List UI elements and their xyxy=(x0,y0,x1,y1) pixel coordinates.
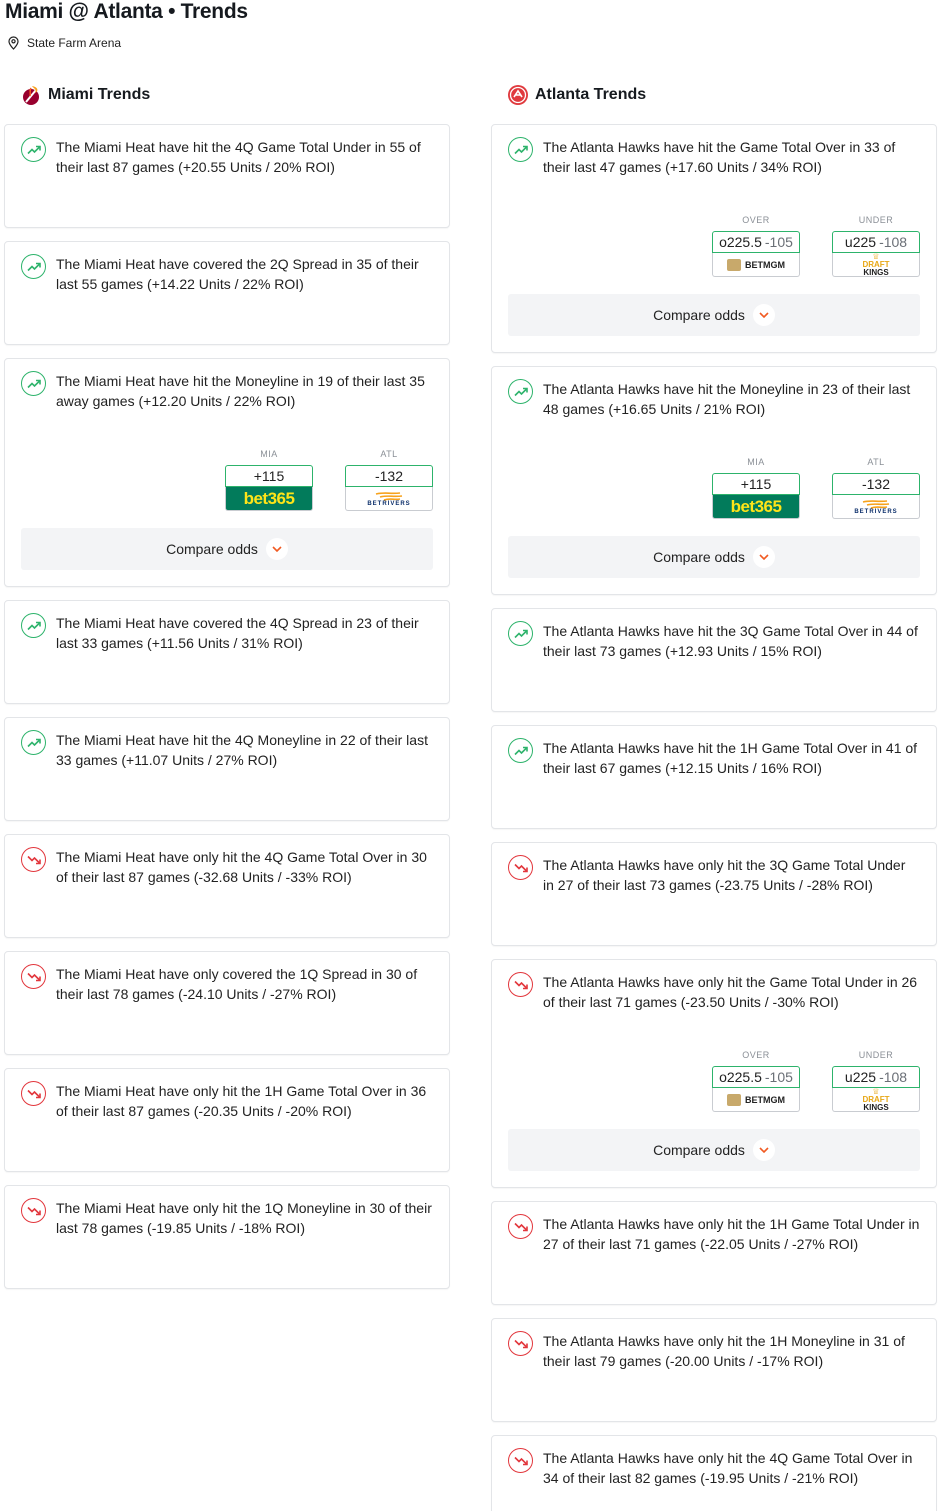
trend-row xyxy=(508,137,920,177)
trend-text: The Atlanta Hawks have only hit the Game Total Under in 26 of their last 71 games (-23.50 Units / -30% ROI) xyxy=(543,974,918,1010)
trend-card xyxy=(4,241,450,345)
chevron-down-icon xyxy=(753,304,775,326)
trend-row xyxy=(508,1331,920,1371)
miami-trends-column xyxy=(4,124,450,1289)
atlanta-trends-column xyxy=(491,124,937,1511)
compare-odds-button[interactable] xyxy=(508,294,920,336)
trend-card xyxy=(491,608,937,712)
trend-text: The Miami Heat have only covered the 1Q Spread in 30 of their last 78 games (-24.10 Units / -27% ROI) xyxy=(56,966,418,1002)
odds-price: -108 xyxy=(879,1069,908,1085)
odds-caption: OVER xyxy=(742,1050,770,1060)
trending-down-icon xyxy=(21,1081,46,1106)
compare-odds-button[interactable] xyxy=(21,528,433,570)
trend-text: The Atlanta Hawks have hit the Moneyline in 23 of their last 48 games (+16.65 Units / 21% ROI) xyxy=(543,381,911,417)
trend-card xyxy=(491,1201,937,1305)
odds-value: +115 xyxy=(740,476,772,492)
bet365-logo[interactable] xyxy=(712,495,800,519)
odds-price: -108 xyxy=(879,234,908,250)
draftkings-crown-icon: ♕ xyxy=(872,1086,880,1096)
odds-atl-button[interactable] xyxy=(345,465,433,487)
trend-text: The Miami Heat have covered the 4Q Spread in 23 of their last 33 games (+11.56 Units / 31% ROI) xyxy=(56,615,419,651)
trend-text: The Miami Heat have hit the 4Q Game Total Under in 55 of their last 87 games (+20.55 Units / 20% ROI) xyxy=(56,139,421,175)
trend-card xyxy=(491,366,937,595)
bet365-logo[interactable] xyxy=(225,487,313,511)
chevron-down-icon xyxy=(753,1139,775,1161)
book-name: BETRIVERS xyxy=(854,508,898,515)
book-name: bet365 xyxy=(730,496,782,516)
trend-card xyxy=(4,124,450,228)
trending-up-icon xyxy=(21,730,46,755)
trend-card xyxy=(491,1318,937,1422)
trend-row xyxy=(508,855,920,895)
trending-up-icon xyxy=(508,137,533,162)
odds-over xyxy=(712,1050,800,1112)
odds-under xyxy=(832,1050,920,1112)
trending-down-icon xyxy=(508,972,533,997)
trend-text: The Atlanta Hawks have only hit the 1H Moneyline in 31 of their last 79 games (-20.00 Units / -17% ROI) xyxy=(543,1333,905,1369)
trending-up-icon xyxy=(508,738,533,763)
trending-down-icon xyxy=(508,1214,533,1239)
trend-card xyxy=(491,842,937,946)
miami-trends-label: Miami Trends xyxy=(48,86,151,103)
odds-caption: MIA xyxy=(747,457,765,467)
trend-text: The Atlanta Hawks have hit the 1H Game Total Over in 41 of their last 67 games (+12.15 Units / 16% ROI) xyxy=(543,740,918,776)
odds-mia xyxy=(225,449,313,511)
trend-card xyxy=(4,951,450,1055)
odds-value: +115 xyxy=(253,468,285,484)
trend-row xyxy=(508,1214,920,1254)
odds-price: -105 xyxy=(764,234,793,250)
trend-row xyxy=(21,964,433,1004)
trend-card xyxy=(4,834,450,938)
odds-line: o225.5 xyxy=(719,1069,762,1085)
miami-heat-logo-icon xyxy=(20,84,42,106)
odds-mia xyxy=(712,457,800,519)
draftkings-logo[interactable] xyxy=(832,253,920,277)
odds-line: u225 xyxy=(844,1069,877,1085)
trend-card xyxy=(491,1435,937,1511)
miami-trends-heading xyxy=(20,84,150,106)
betrivers-logo[interactable] xyxy=(345,487,433,511)
odds-caption: ATL xyxy=(867,457,885,467)
betrivers-logo[interactable] xyxy=(832,495,920,519)
trend-row xyxy=(21,730,433,770)
trending-up-icon xyxy=(21,613,46,638)
book-name-top: DRAFT xyxy=(862,1094,890,1104)
odds-under-button[interactable] xyxy=(832,1066,920,1088)
trending-down-icon xyxy=(21,847,46,872)
book-name-bottom: KINGS xyxy=(863,267,889,277)
book-name: BETRIVERS xyxy=(367,500,411,507)
trend-row xyxy=(21,1198,433,1238)
trending-up-icon xyxy=(21,254,46,279)
trend-text: The Miami Heat have only hit the 4Q Game Total Over in 30 of their last 87 games (-32.68 Units / -33% ROI) xyxy=(56,849,427,885)
trend-card xyxy=(4,717,450,821)
betmgm-logo[interactable] xyxy=(712,253,800,277)
odds-caption: ATL xyxy=(380,449,398,459)
odds-atl xyxy=(345,449,433,511)
trend-row xyxy=(21,371,433,411)
odds-caption: UNDER xyxy=(858,215,894,225)
odds-mia-button[interactable] xyxy=(225,465,313,487)
trend-row xyxy=(21,613,433,653)
trend-text: The Atlanta Hawks have only hit the 3Q Game Total Under in 27 of their last 73 games (-23.75 Units / -28% ROI) xyxy=(543,857,906,893)
odds-row xyxy=(508,1050,920,1112)
odds-line: u225 xyxy=(844,234,877,250)
book-name-bottom: KINGS xyxy=(863,1102,889,1112)
odds-row xyxy=(508,215,920,277)
odds-over-button[interactable] xyxy=(712,1066,800,1088)
trend-text: The Atlanta Hawks have only hit the 4Q Game Total Over in 34 of their last 82 games (-19.95 Units / -21% ROI) xyxy=(543,1450,913,1486)
trend-card xyxy=(4,358,450,587)
odds-price: -105 xyxy=(764,1069,793,1085)
trend-card xyxy=(491,124,937,353)
betrivers-wave-icon xyxy=(859,499,893,509)
odds-value: -132 xyxy=(861,476,891,492)
trend-card xyxy=(4,1068,450,1172)
trend-row xyxy=(21,847,433,887)
page-title: Miami @ Atlanta • Trends xyxy=(5,0,248,23)
trend-text: The Miami Heat have only hit the 1H Game Total Over in 36 of their last 87 games (-20.35 Units / -20% ROI) xyxy=(56,1083,427,1119)
book-name: BETMGM xyxy=(745,1094,785,1105)
odds-caption: UNDER xyxy=(858,1050,894,1060)
odds-atl xyxy=(832,457,920,519)
compare-odds-label: Compare odds xyxy=(166,541,258,557)
book-name: bet365 xyxy=(243,488,295,508)
odds-caption: OVER xyxy=(742,215,770,225)
compare-odds-button[interactable] xyxy=(508,536,920,578)
atlanta-trends-heading xyxy=(507,84,646,106)
trend-text: The Atlanta Hawks have hit the 3Q Game Total Over in 44 of their last 73 games (+12.93 Units / 15% ROI) xyxy=(543,623,918,659)
trend-row xyxy=(21,254,433,294)
trend-text: The Miami Heat have hit the 4Q Moneyline in 22 of their last 33 games (+11.07 Units / 27% ROI) xyxy=(56,732,428,768)
chevron-down-icon xyxy=(753,546,775,568)
atlanta-hawks-logo-icon xyxy=(507,84,529,106)
trending-down-icon xyxy=(508,1448,533,1473)
compare-odds-button[interactable] xyxy=(508,1129,920,1171)
trend-card xyxy=(4,1185,450,1289)
betmgm-badge-icon xyxy=(727,1094,741,1106)
trending-down-icon xyxy=(508,855,533,880)
odds-mia-button[interactable] xyxy=(712,473,800,495)
draftkings-logo[interactable] xyxy=(832,1088,920,1112)
odds-row xyxy=(508,457,920,519)
compare-odds-label: Compare odds xyxy=(653,1142,745,1158)
odds-caption: MIA xyxy=(260,449,278,459)
trend-card xyxy=(491,725,937,829)
trend-row xyxy=(21,1081,433,1121)
chevron-down-icon xyxy=(266,538,288,560)
trending-up-icon xyxy=(508,621,533,646)
venue xyxy=(8,36,121,50)
trending-down-icon xyxy=(508,1331,533,1356)
compare-odds-label: Compare odds xyxy=(653,549,745,565)
trending-down-icon xyxy=(21,1198,46,1223)
venue-name: State Farm Arena xyxy=(27,36,122,50)
trending-down-icon xyxy=(21,964,46,989)
book-name-top: DRAFT xyxy=(862,259,890,269)
book-name: BETMGM xyxy=(745,259,785,270)
odds-atl-button[interactable] xyxy=(832,473,920,495)
trend-text: The Miami Heat have only hit the 1Q Moneyline in 30 of their last 78 games (-19.85 Units / -18% ROI) xyxy=(56,1200,432,1236)
trending-up-icon xyxy=(21,137,46,162)
odds-under xyxy=(832,215,920,277)
odds-line: o225.5 xyxy=(719,234,762,250)
trend-row xyxy=(21,137,433,177)
trend-card xyxy=(491,959,937,1188)
odds-value: -132 xyxy=(374,468,404,484)
betrivers-wave-icon xyxy=(372,491,406,501)
trend-row xyxy=(508,972,920,1012)
compare-odds-label: Compare odds xyxy=(653,307,745,323)
trend-row xyxy=(508,738,920,778)
trend-text: The Atlanta Hawks have hit the Game Total Over in 33 of their last 47 games (+17.60 Units / 34% ROI) xyxy=(543,139,896,175)
atlanta-trends-label: Atlanta Trends xyxy=(535,86,647,103)
trend-row xyxy=(508,379,920,419)
odds-over xyxy=(712,215,800,277)
trending-up-icon xyxy=(21,371,46,396)
map-pin-icon xyxy=(8,36,19,50)
trend-text: The Atlanta Hawks have only hit the 1H Game Total Under in 27 of their last 71 games (-22.05 Units / -27% ROI) xyxy=(543,1216,920,1252)
trend-row xyxy=(508,1448,920,1488)
betmgm-badge-icon xyxy=(727,259,741,271)
odds-over-button[interactable] xyxy=(712,231,800,253)
betmgm-logo[interactable] xyxy=(712,1088,800,1112)
draftkings-crown-icon: ♕ xyxy=(872,251,880,261)
trend-text: The Miami Heat have covered the 2Q Spread in 35 of their last 55 games (+14.22 Units / 22% ROI) xyxy=(56,256,419,292)
odds-row xyxy=(21,449,433,511)
trend-row xyxy=(508,621,920,661)
trending-up-icon xyxy=(508,379,533,404)
trend-text: The Miami Heat have hit the Moneyline in 19 of their last 35 away games (+12.20 Units / 22% ROI) xyxy=(56,373,425,409)
trend-card xyxy=(4,600,450,704)
odds-under-button[interactable] xyxy=(832,231,920,253)
